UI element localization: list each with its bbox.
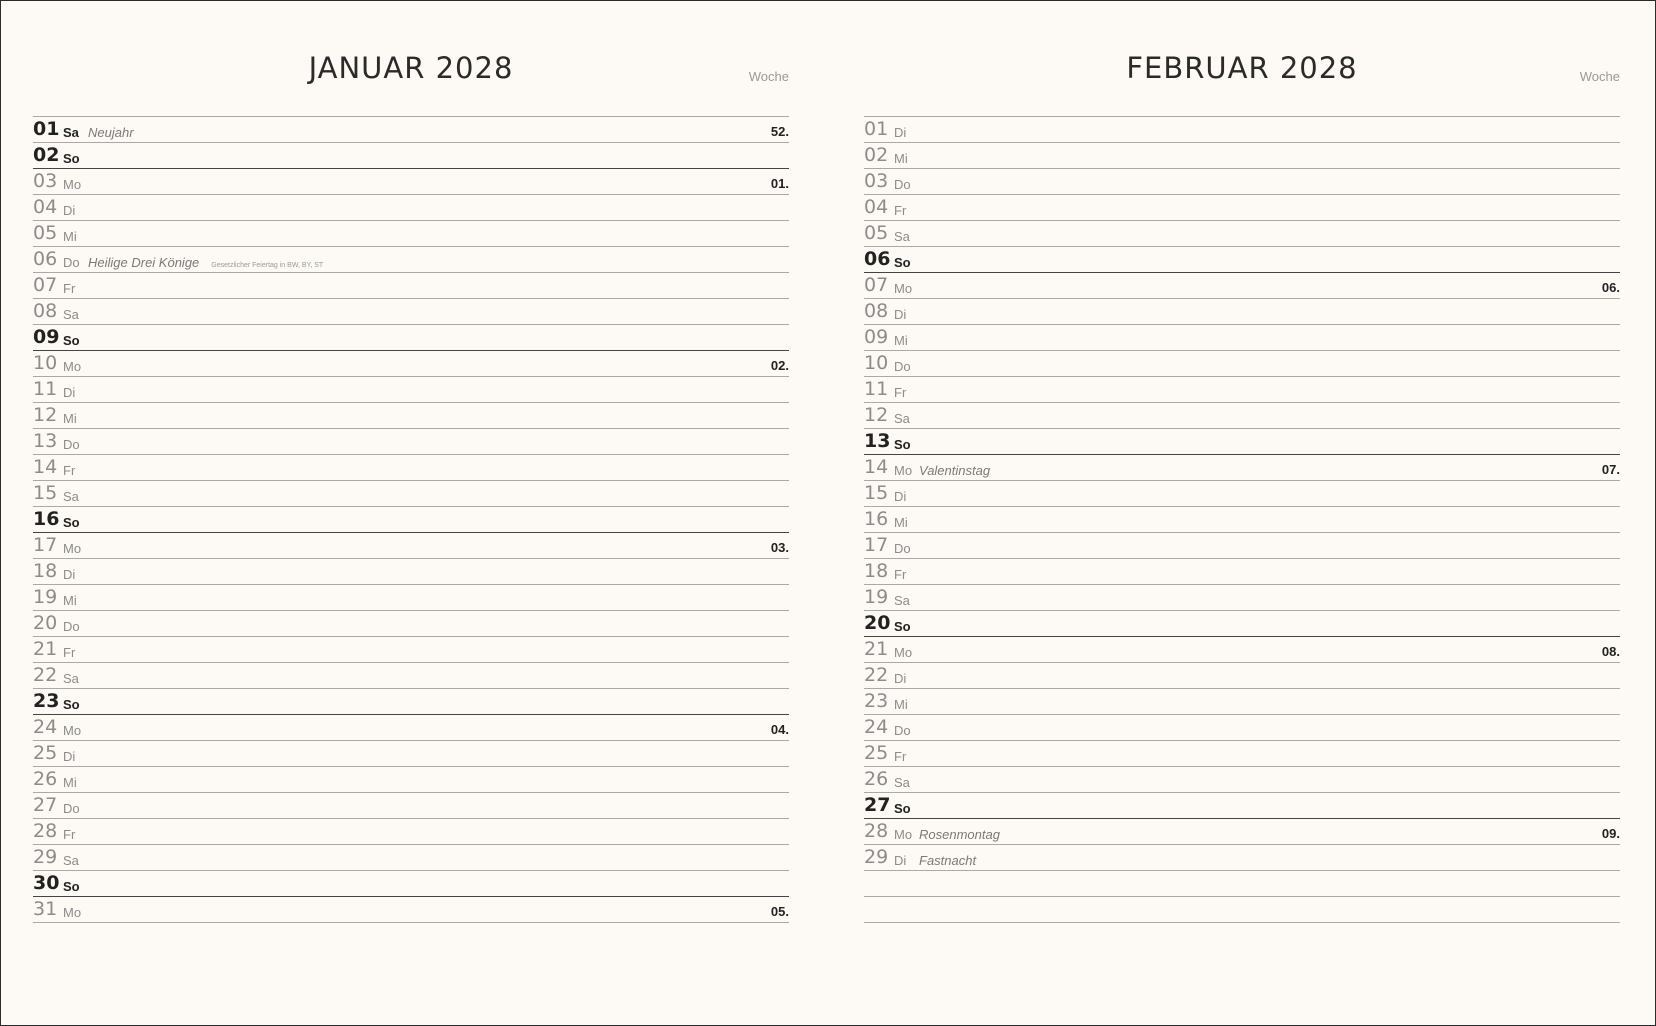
day-number: 11 — [33, 378, 58, 400]
weekday-abbr: Fr — [63, 827, 76, 842]
day-number: 27 — [864, 794, 891, 816]
day-number: 26 — [33, 768, 58, 790]
day-row — [864, 221, 1620, 247]
day-row — [864, 377, 1620, 403]
day-number: 03 — [864, 170, 889, 192]
day-row — [33, 507, 789, 533]
weekday-abbr: So — [63, 697, 80, 712]
day-number: 05 — [33, 222, 58, 244]
day-row — [33, 819, 789, 845]
week-number: 06. — [1601, 280, 1620, 295]
day-number: 04 — [33, 196, 58, 218]
weekday-abbr: So — [894, 619, 911, 634]
month-title: FEBRUAR 2028 — [1126, 51, 1358, 85]
month-title: JANUAR 2028 — [308, 51, 514, 85]
day-row — [864, 247, 1620, 273]
weekday-abbr: Mi — [894, 515, 908, 530]
day-row — [864, 455, 1620, 481]
day-number: 18 — [33, 560, 58, 582]
weekday-abbr: So — [894, 437, 911, 452]
day-number: 10 — [33, 352, 58, 374]
weekday-abbr: Do — [894, 541, 911, 556]
day-number: 24 — [33, 716, 58, 738]
day-row — [33, 689, 789, 715]
day-row — [864, 299, 1620, 325]
day-number: 09 — [33, 326, 60, 348]
day-row — [864, 559, 1620, 585]
day-row — [33, 637, 789, 663]
day-row — [864, 195, 1620, 221]
day-number: 16 — [864, 508, 889, 530]
weekday-abbr: Mi — [894, 333, 908, 348]
weekday-abbr: Mo — [63, 541, 82, 556]
day-number: 04 — [864, 196, 889, 218]
holiday-label — [88, 125, 134, 140]
weekday-abbr: Di — [63, 385, 76, 400]
day-number: 19 — [864, 586, 889, 608]
holiday-name: Neujahr — [88, 125, 134, 140]
weekday-abbr: Do — [894, 177, 911, 192]
day-list — [864, 116, 1620, 923]
day-number: 07 — [864, 274, 889, 296]
weekday-abbr: Sa — [894, 775, 910, 790]
day-number: 29 — [864, 846, 889, 868]
day-row — [864, 169, 1620, 195]
weekday-abbr: Mo — [63, 723, 82, 738]
day-number: 12 — [33, 404, 58, 426]
day-number: 21 — [864, 638, 889, 660]
week-number: 03. — [770, 540, 789, 555]
day-row — [864, 871, 1620, 897]
day-row — [33, 481, 789, 507]
weekday-abbr: Do — [63, 437, 80, 452]
weekday-abbr: Mo — [894, 281, 913, 296]
weekday-abbr: Di — [63, 567, 76, 582]
day-number: 29 — [33, 846, 58, 868]
day-row — [33, 325, 789, 351]
weekday-abbr: Do — [894, 723, 911, 738]
day-row — [864, 793, 1620, 819]
weekday-abbr: Mo — [63, 905, 82, 920]
day-row — [33, 377, 789, 403]
weekday-abbr: Do — [63, 255, 80, 270]
day-row — [864, 611, 1620, 637]
day-row — [33, 793, 789, 819]
day-row — [864, 143, 1620, 169]
weekday-abbr: So — [63, 151, 80, 166]
day-number: 08 — [864, 300, 889, 322]
day-number: 28 — [33, 820, 58, 842]
week-number: 01. — [770, 176, 789, 191]
day-row — [864, 845, 1620, 871]
weekday-abbr: Di — [894, 489, 907, 504]
day-row — [33, 715, 789, 741]
week-column-label: Woche — [748, 69, 789, 84]
day-row — [33, 169, 789, 195]
day-row — [864, 715, 1620, 741]
day-row — [33, 247, 789, 273]
day-row — [864, 637, 1620, 663]
day-number: 01 — [864, 118, 889, 140]
day-row — [33, 559, 789, 585]
day-row — [864, 663, 1620, 689]
weekday-abbr: Fr — [894, 749, 907, 764]
day-number: 23 — [864, 690, 889, 712]
day-row — [864, 325, 1620, 351]
weekday-abbr: Mo — [894, 827, 913, 842]
weekday-abbr: Mi — [63, 593, 77, 608]
day-row — [864, 403, 1620, 429]
weekday-abbr: Mo — [894, 645, 913, 660]
day-row — [33, 351, 789, 377]
day-row — [864, 117, 1620, 143]
weekday-abbr: Fr — [63, 645, 76, 660]
weekday-abbr: Mo — [63, 359, 82, 374]
day-row — [33, 897, 789, 923]
weekday-abbr: So — [63, 515, 80, 530]
day-number: 03 — [33, 170, 58, 192]
day-number: 06 — [864, 248, 891, 270]
weekday-abbr: Di — [894, 671, 907, 686]
day-row — [33, 221, 789, 247]
weekday-abbr: Sa — [63, 307, 79, 322]
day-row — [33, 117, 789, 143]
holiday-label — [88, 255, 323, 270]
weekday-abbr: Fr — [894, 203, 907, 218]
week-number: 07. — [1601, 462, 1620, 477]
weekday-abbr: Di — [63, 749, 76, 764]
day-number: 17 — [864, 534, 889, 556]
day-number: 30 — [33, 872, 60, 894]
day-number: 02 — [864, 144, 889, 166]
week-number: 02. — [770, 358, 789, 373]
day-number: 01 — [33, 118, 60, 140]
day-number: 20 — [864, 612, 891, 634]
day-row — [33, 143, 789, 169]
holiday-name: Fastnacht — [919, 853, 977, 868]
week-number: 04. — [770, 722, 789, 737]
day-row — [33, 455, 789, 481]
day-row — [33, 767, 789, 793]
weekday-abbr: Mi — [63, 229, 77, 244]
weekday-abbr: Fr — [894, 385, 907, 400]
holiday-name: Rosenmontag — [919, 827, 1000, 842]
day-number: 25 — [864, 742, 889, 764]
day-number: 09 — [864, 326, 889, 348]
weekday-abbr: Mo — [63, 177, 82, 192]
holiday-label — [919, 827, 1000, 842]
day-number: 27 — [33, 794, 58, 816]
day-number: 31 — [33, 898, 58, 920]
weekday-abbr: Sa — [894, 593, 910, 608]
day-row — [864, 351, 1620, 377]
day-row — [864, 533, 1620, 559]
day-number: 24 — [864, 716, 889, 738]
day-number: 12 — [864, 404, 889, 426]
weekday-abbr: Mo — [894, 463, 913, 478]
day-number: 25 — [33, 742, 58, 764]
weekday-abbr: Di — [894, 125, 907, 140]
day-row — [864, 741, 1620, 767]
weekday-abbr: Di — [63, 203, 76, 218]
weekday-abbr: Di — [894, 307, 907, 322]
day-number: 20 — [33, 612, 58, 634]
day-row — [33, 663, 789, 689]
day-number: 16 — [33, 508, 60, 530]
weekday-abbr: Di — [894, 853, 907, 868]
day-row — [864, 819, 1620, 845]
day-number: 14 — [33, 456, 58, 478]
day-number: 14 — [864, 456, 889, 478]
weekday-abbr: Do — [63, 801, 80, 816]
week-column-label: Woche — [1579, 69, 1620, 84]
day-row — [33, 741, 789, 767]
day-row — [864, 481, 1620, 507]
holiday-name: Valentinstag — [919, 463, 991, 478]
weekday-abbr: Fr — [63, 281, 76, 296]
day-row — [33, 273, 789, 299]
day-number: 06 — [33, 248, 58, 270]
day-number: 21 — [33, 638, 58, 660]
day-number: 15 — [33, 482, 58, 504]
day-number: 13 — [33, 430, 58, 452]
month-february — [864, 1, 1620, 1025]
week-number: 08. — [1601, 644, 1620, 659]
holiday-label — [919, 853, 976, 868]
day-row — [33, 845, 789, 871]
weekday-abbr: So — [894, 255, 911, 270]
weekday-abbr: Fr — [894, 567, 907, 582]
day-row — [33, 585, 789, 611]
day-row — [864, 767, 1620, 793]
day-number: 18 — [864, 560, 889, 582]
day-number: 07 — [33, 274, 58, 296]
day-number: 08 — [33, 300, 58, 322]
month-january — [33, 1, 789, 1025]
day-row — [33, 611, 789, 637]
weekday-abbr: Mi — [894, 697, 908, 712]
week-number: 05. — [770, 904, 789, 919]
weekday-abbr: So — [894, 801, 911, 816]
day-row — [864, 585, 1620, 611]
day-number: 11 — [864, 378, 889, 400]
day-number: 23 — [33, 690, 60, 712]
weekday-abbr: Fr — [63, 463, 76, 478]
day-number: 15 — [864, 482, 889, 504]
weekday-abbr: So — [63, 333, 80, 348]
day-list — [33, 116, 789, 923]
day-row — [33, 533, 789, 559]
weekday-abbr: Sa — [63, 125, 79, 140]
day-number: 13 — [864, 430, 891, 452]
weekday-abbr: Mi — [63, 775, 77, 790]
day-row — [33, 871, 789, 897]
holiday-name: Heilige Drei Könige — [88, 255, 200, 270]
weekday-abbr: So — [63, 879, 80, 894]
weekday-abbr: Mi — [894, 151, 908, 166]
day-row — [864, 429, 1620, 455]
day-row — [33, 403, 789, 429]
day-number: 22 — [33, 664, 58, 686]
weekday-abbr: Sa — [63, 853, 79, 868]
week-number: 09. — [1601, 826, 1620, 841]
day-number: 10 — [864, 352, 889, 374]
day-number: 05 — [864, 222, 889, 244]
day-number: 26 — [864, 768, 889, 790]
day-row — [33, 195, 789, 221]
weekday-abbr: Do — [894, 359, 911, 374]
day-number: 17 — [33, 534, 58, 556]
weekday-abbr: Sa — [63, 489, 79, 504]
holiday-note: Gesetzlicher Feiertag in BW, BY, ST — [211, 262, 324, 269]
day-number: 19 — [33, 586, 58, 608]
day-row — [864, 689, 1620, 715]
weekday-abbr: Do — [63, 619, 80, 634]
weekday-abbr: Sa — [63, 671, 79, 686]
day-row — [33, 429, 789, 455]
weekday-abbr: Sa — [894, 411, 910, 426]
day-row — [864, 507, 1620, 533]
weekday-abbr: Sa — [894, 229, 910, 244]
day-row — [864, 897, 1620, 923]
week-number: 52. — [770, 124, 789, 139]
day-number: 22 — [864, 664, 889, 686]
holiday-label — [919, 463, 990, 478]
day-number: 02 — [33, 144, 60, 166]
day-number: 28 — [864, 820, 889, 842]
day-row — [864, 273, 1620, 299]
day-row — [33, 299, 789, 325]
weekday-abbr: Mi — [63, 411, 77, 426]
